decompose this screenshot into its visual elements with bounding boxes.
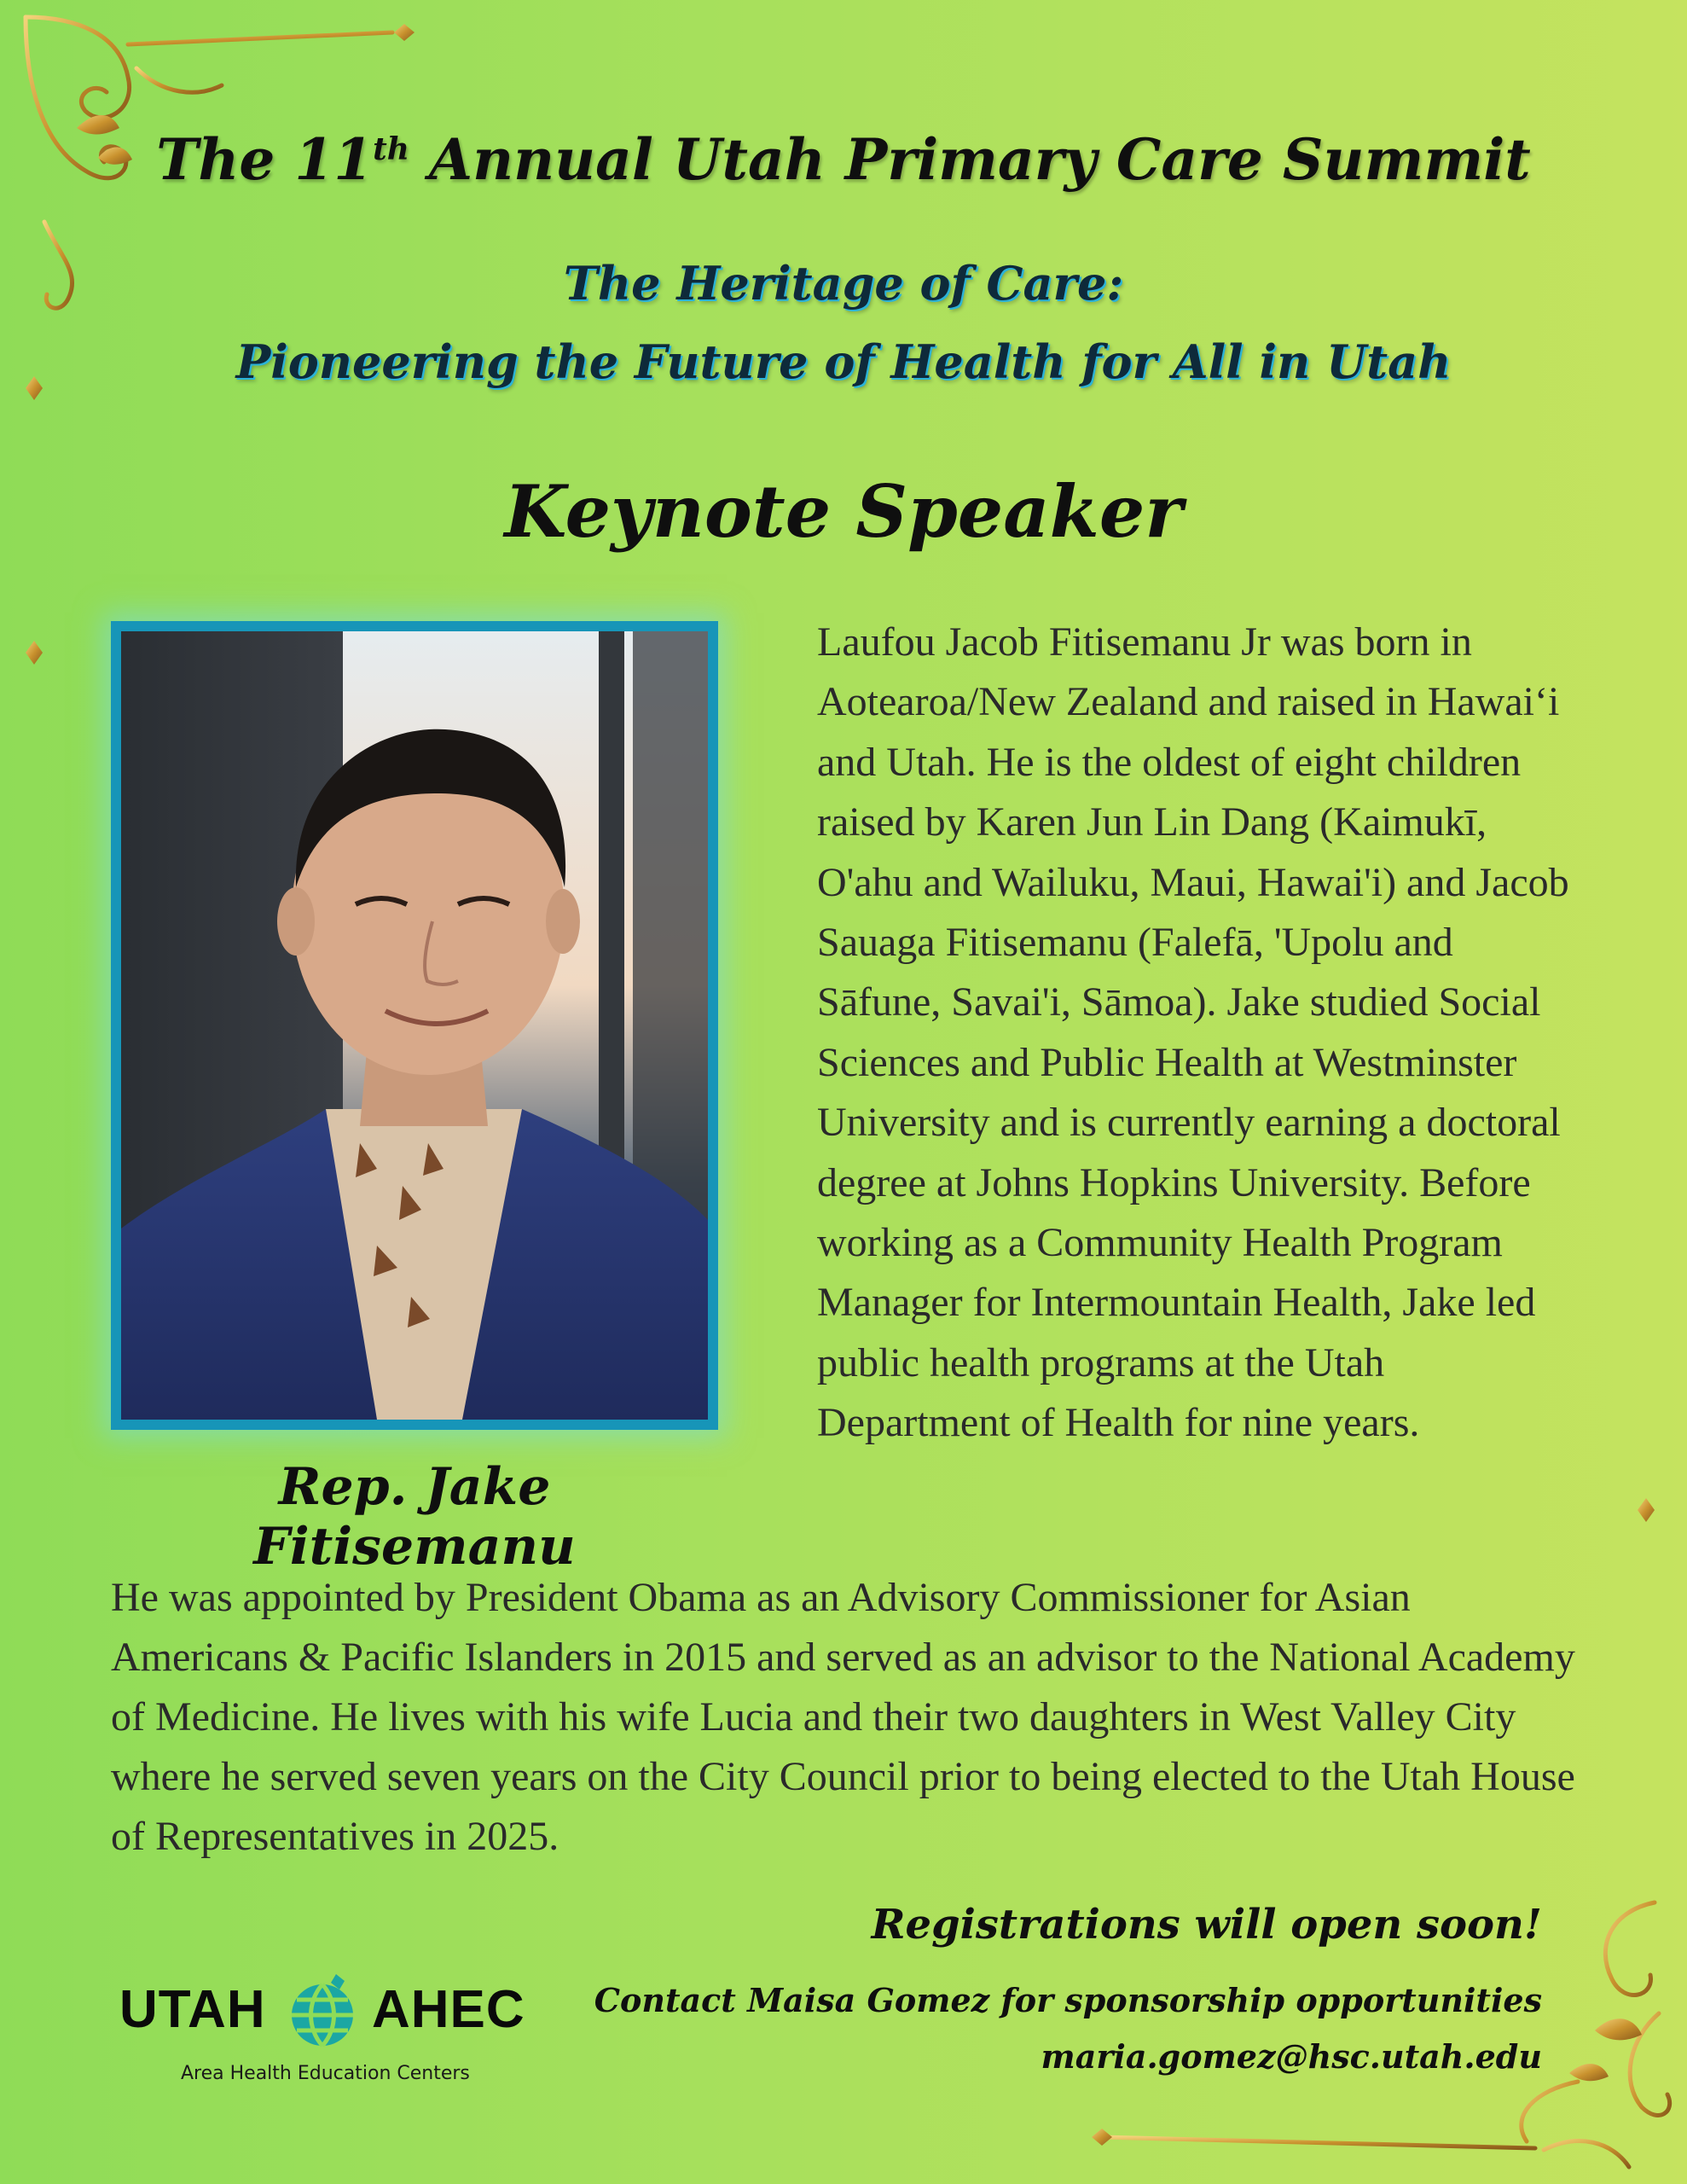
event-title: The 11th Annual Utah Primary Care Summit <box>156 126 1531 193</box>
speaker-bio-part1: Laufou Jacob Fitisemanu Jr was born in Aotearoa/New Zealand and raised in Hawaiʻi and Utah. He is the oldest of eight children raised by Karen Jun Lin Dang (Kaimukī, O'ahu and Wailuku, Maui, Hawai'i) and Jacob Sauaga Fitisemanu (Falefā, 'Upolu and Sāfune, Savai'i, Sāmoa). Jake studied Social Sciences and Public Health at Westminster University and is currently earning a doctoral degree at Johns Hopkins University. Before working as a Community Health Program Manager for Intermountain Health, Jake led public health programs at the Utah Department of Health for nine years. <box>817 619 1569 1446</box>
event-subtitle-line2: Pioneering the Future of Health for All in Utah <box>235 334 1452 389</box>
speaker-photo <box>111 621 718 1430</box>
logo-tagline: Area Health Education Centers <box>181 2063 470 2084</box>
logo-word-left: UTAH <box>119 1980 266 2039</box>
speaker-name: Rep. Jake Fitisemanu <box>253 1457 576 1577</box>
event-subtitle-line1: The Heritage of Care: <box>563 256 1124 311</box>
registration-notice: Registrations will open soon! <box>871 1901 1542 1949</box>
logo-word-right: AHEC <box>372 1980 525 2039</box>
sponsorship-contact: Contact Maisa Gomez for sponsorship opportunities <box>594 1981 1542 2019</box>
section-heading: Keynote Speaker <box>504 469 1183 554</box>
globe-icon <box>280 1969 365 2054</box>
contact-email-link[interactable]: maria.gomez@hsc.utah.edu <box>1041 2037 1542 2076</box>
speaker-bio-part2: He was appointed by President Obama as an Advisory Commissioner for Asian Americans & Pacific Islanders in 2015 and served as an advisor to the National Academy of Medicine. He lives with his wife Lucia and their two daughters in West Valley City where he served seven years on the City Council prior to being elected to the Utah House of Representatives in 2025. <box>111 1575 1575 1859</box>
utah-ahec-logo <box>119 1962 537 2099</box>
